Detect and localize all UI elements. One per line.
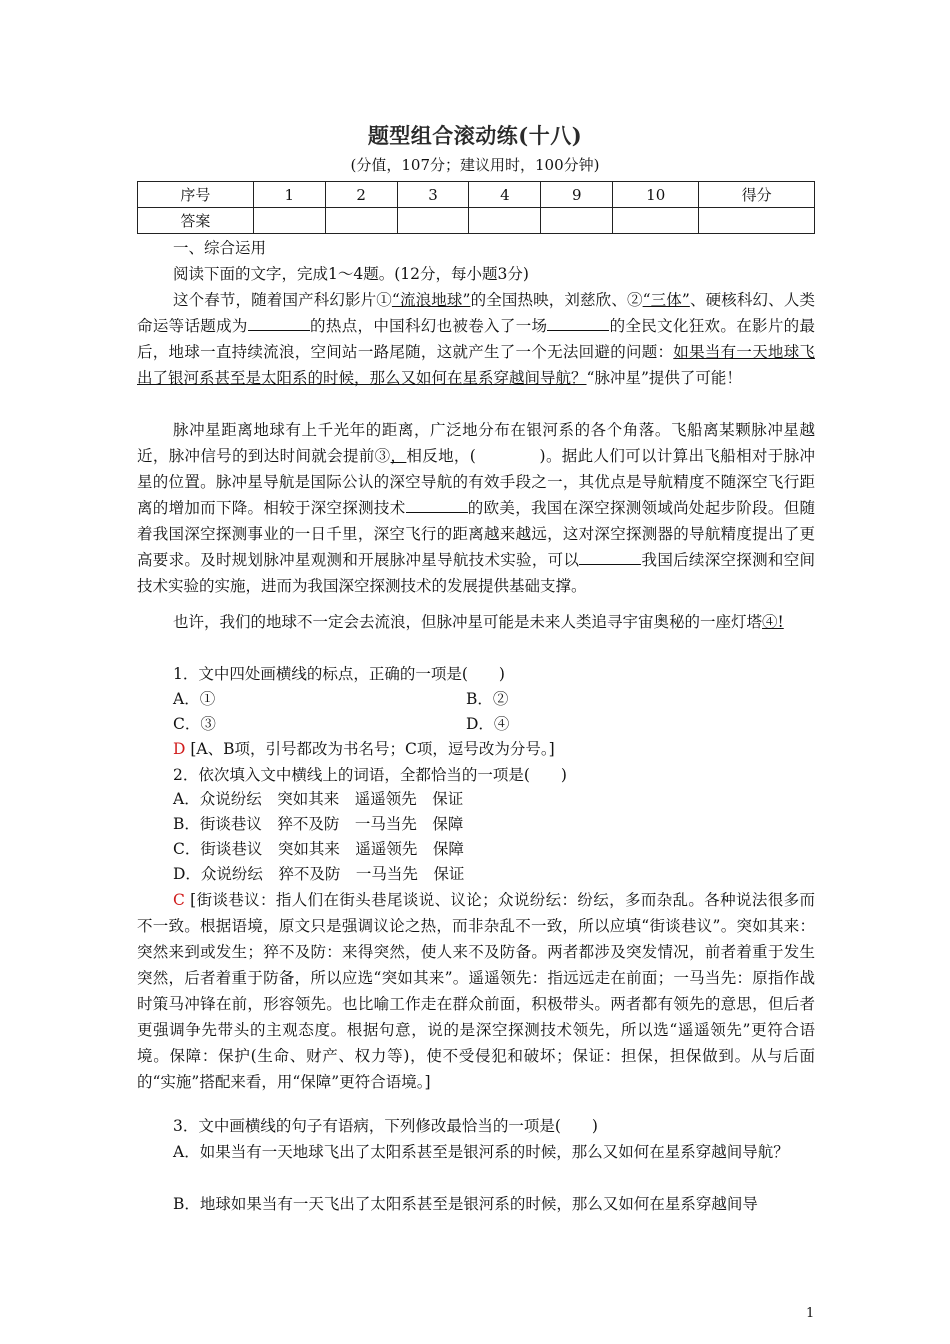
- table-cell: 1: [253, 182, 325, 208]
- answer-table-answer-row: [138, 208, 815, 234]
- underlined-mark-4: ④!: [762, 613, 784, 631]
- q2-option-b[interactable]: B．街谈巷议 猝不及防 一马当先 保障: [173, 815, 464, 833]
- text-run: 也许，我们的地球不一定会去流浪，但脉冲星可能是未来人类追寻宇宙奥秘的一座灯塔: [173, 613, 763, 631]
- q1-explanation: [A、B项，引号都改为书名号；C项，逗号改为分号。]: [190, 740, 555, 758]
- table-cell: 9: [541, 182, 613, 208]
- answer-cell[interactable]: [541, 208, 613, 234]
- text-run: 的全民文化狂欢。在影片的最后，地球一直持续流浪，空间站一路尾随，这就产生了一个无法回避的问题：: [137, 317, 815, 361]
- q1-option-c[interactable]: C．③: [173, 715, 216, 733]
- text-run: 、硬核科幻、人类命运等话题成为: [137, 291, 815, 335]
- underlined-mark-1: “流浪地球”: [391, 291, 471, 309]
- q1-option-b[interactable]: B．②: [466, 690, 509, 708]
- answer-cell[interactable]: [397, 208, 469, 234]
- table-cell: 10: [613, 182, 699, 208]
- question-1-stem: 1．文中四处画横线的标点，正确的一项是( ): [173, 665, 505, 683]
- answer-table-header-row: [138, 182, 815, 208]
- q1-option-d[interactable]: D．④: [466, 715, 510, 733]
- text-run: 相反地，( )。据此人们可以计算出飞船相对于脉冲星的位置。脉冲星导航是国际公认的深空导航的有效手段之一，其优点是导航精度不随深空飞行距离的增加而下降。相较于深空探测技术: [137, 447, 815, 517]
- answer-cell[interactable]: [253, 208, 325, 234]
- q3-option-a[interactable]: A．如果当有一天地球飞出了太阳系甚至是银河系的时候，那么又如何在星系穿越间导航？: [173, 1143, 789, 1161]
- section-heading: 一、综合运用: [173, 239, 267, 257]
- text-run: “脉冲星”提供了可能！: [586, 369, 742, 387]
- underlined-sentence: 如果当有一天地球飞出了银河系甚至是太阳系的时候，那么又如何在星系穿越间导航？: [137, 343, 815, 387]
- q2-answer: [137, 887, 815, 1095]
- answer-table: [137, 181, 815, 234]
- answer-cell[interactable]: [469, 208, 541, 234]
- text-run: 的欧美，我国在深空探测领域尚处起步阶段。但随着我国深空探测事业的一日千里，深空飞行的距离越来越远，这对深空探测器的导航精度提出了更高要求。及时规划脉冲星观测和开展脉冲星导航技术实验，可以: [137, 499, 815, 569]
- q2-option-c[interactable]: C．街谈巷议 突如其来 遥遥领先 保障: [173, 840, 464, 858]
- table-cell: 4: [469, 182, 541, 208]
- answer-cell[interactable]: [613, 208, 699, 234]
- q2-answer-letter: C: [173, 891, 185, 909]
- question-3-stem: 3．文中画横线的句子有语病，下列修改最恰当的一项是( ): [173, 1117, 598, 1135]
- q1-answer: [173, 737, 555, 762]
- fill-blank-1[interactable]: [248, 314, 310, 331]
- q2-option-a[interactable]: A．众说纷纭 突如其来 遥遥领先 保证: [173, 790, 464, 808]
- q3-option-b[interactable]: B．地球如果当有一天飞出了太阳系甚至是银河系的时候，那么又如何在星系穿越间导: [173, 1195, 758, 1213]
- text-run: 这个春节，随着国产科幻影片①: [173, 291, 392, 309]
- page-number: 1: [806, 1306, 815, 1321]
- q2-explanation: [街谈巷议：指人们在街头巷尾谈说、议论；众说纷纭：纷纭，多而杂乱。各种说法很多而不一致。根据语境，原文只是强调议论之热，而非杂乱不一致，所以应填“街谈巷议”。突如其来：突然来到或发生；猝不及防：来得突然，使人来不及防备。两者都涉及突发情况，前者着重于发生突然，后者着重于防备，所以应选“突如其来”。遥遥领先：指远远走在前面；一马当先：原指作战时策马冲锋在前，形容领先。也比喻工作走在群众前面，积极带头。两者都有领先的意思，但后者更强调争先带头的主观态度。根据句意，说的是深空探测技术领先，所以选“遥遥领先”更符合语境。保障：保护(生命、财产、权力等)，使不受侵犯和破坏；保证：担保，担保做到。从与后面的“实施”搭配来看，用“保障”更符合语境。]: [137, 891, 815, 1091]
- question-2-stem: 2．依次填入文中横线上的词语，全都恰当的一项是( ): [173, 766, 567, 784]
- passage-paragraph-3: [137, 609, 815, 635]
- underlined-mark-2: “三体”: [642, 291, 690, 309]
- text-run: 我国后续深空探测和空间技术实验的实施，进而为我国深空探测技术的发展提供基础支撑。: [137, 551, 815, 595]
- fill-blank-2[interactable]: [547, 314, 609, 331]
- text-run: 的热点，中国科幻也被卷入了一场: [309, 317, 548, 335]
- fill-blank-3[interactable]: [406, 496, 468, 513]
- fill-blank-4[interactable]: [579, 548, 641, 565]
- text-run: 脉冲星距离地球有上千光年的距离，广泛地分布在银河系的各个角落。飞船离某颗脉冲星越近，脉冲信号的到达时间就会提前③: [137, 421, 815, 465]
- table-cell: 得分: [699, 182, 815, 208]
- page-subtitle: (分值，107分；建议用时，100分钟): [350, 156, 600, 174]
- table-cell: 2: [325, 182, 397, 208]
- table-cell: 序号: [138, 182, 254, 208]
- score-cell[interactable]: [699, 208, 815, 234]
- underlined-mark-3: ，: [390, 447, 407, 465]
- table-cell: 答案: [138, 208, 254, 234]
- answer-cell[interactable]: [325, 208, 397, 234]
- text-run: 的全国热映，刘慈欣、②: [470, 291, 643, 309]
- reading-instruction: 阅读下面的文字，完成1～4题。(12分，每小题3分): [173, 265, 529, 283]
- passage-paragraph-1: [137, 287, 815, 391]
- q1-option-a[interactable]: A．①: [173, 690, 216, 708]
- page-title: 题型组合滚动练(十八): [367, 123, 583, 148]
- q2-option-d[interactable]: D．众说纷纭 猝不及防 一马当先 保证: [173, 865, 465, 883]
- table-cell: 3: [397, 182, 469, 208]
- q1-answer-letter: D: [173, 740, 186, 758]
- passage-paragraph-2: [137, 417, 815, 599]
